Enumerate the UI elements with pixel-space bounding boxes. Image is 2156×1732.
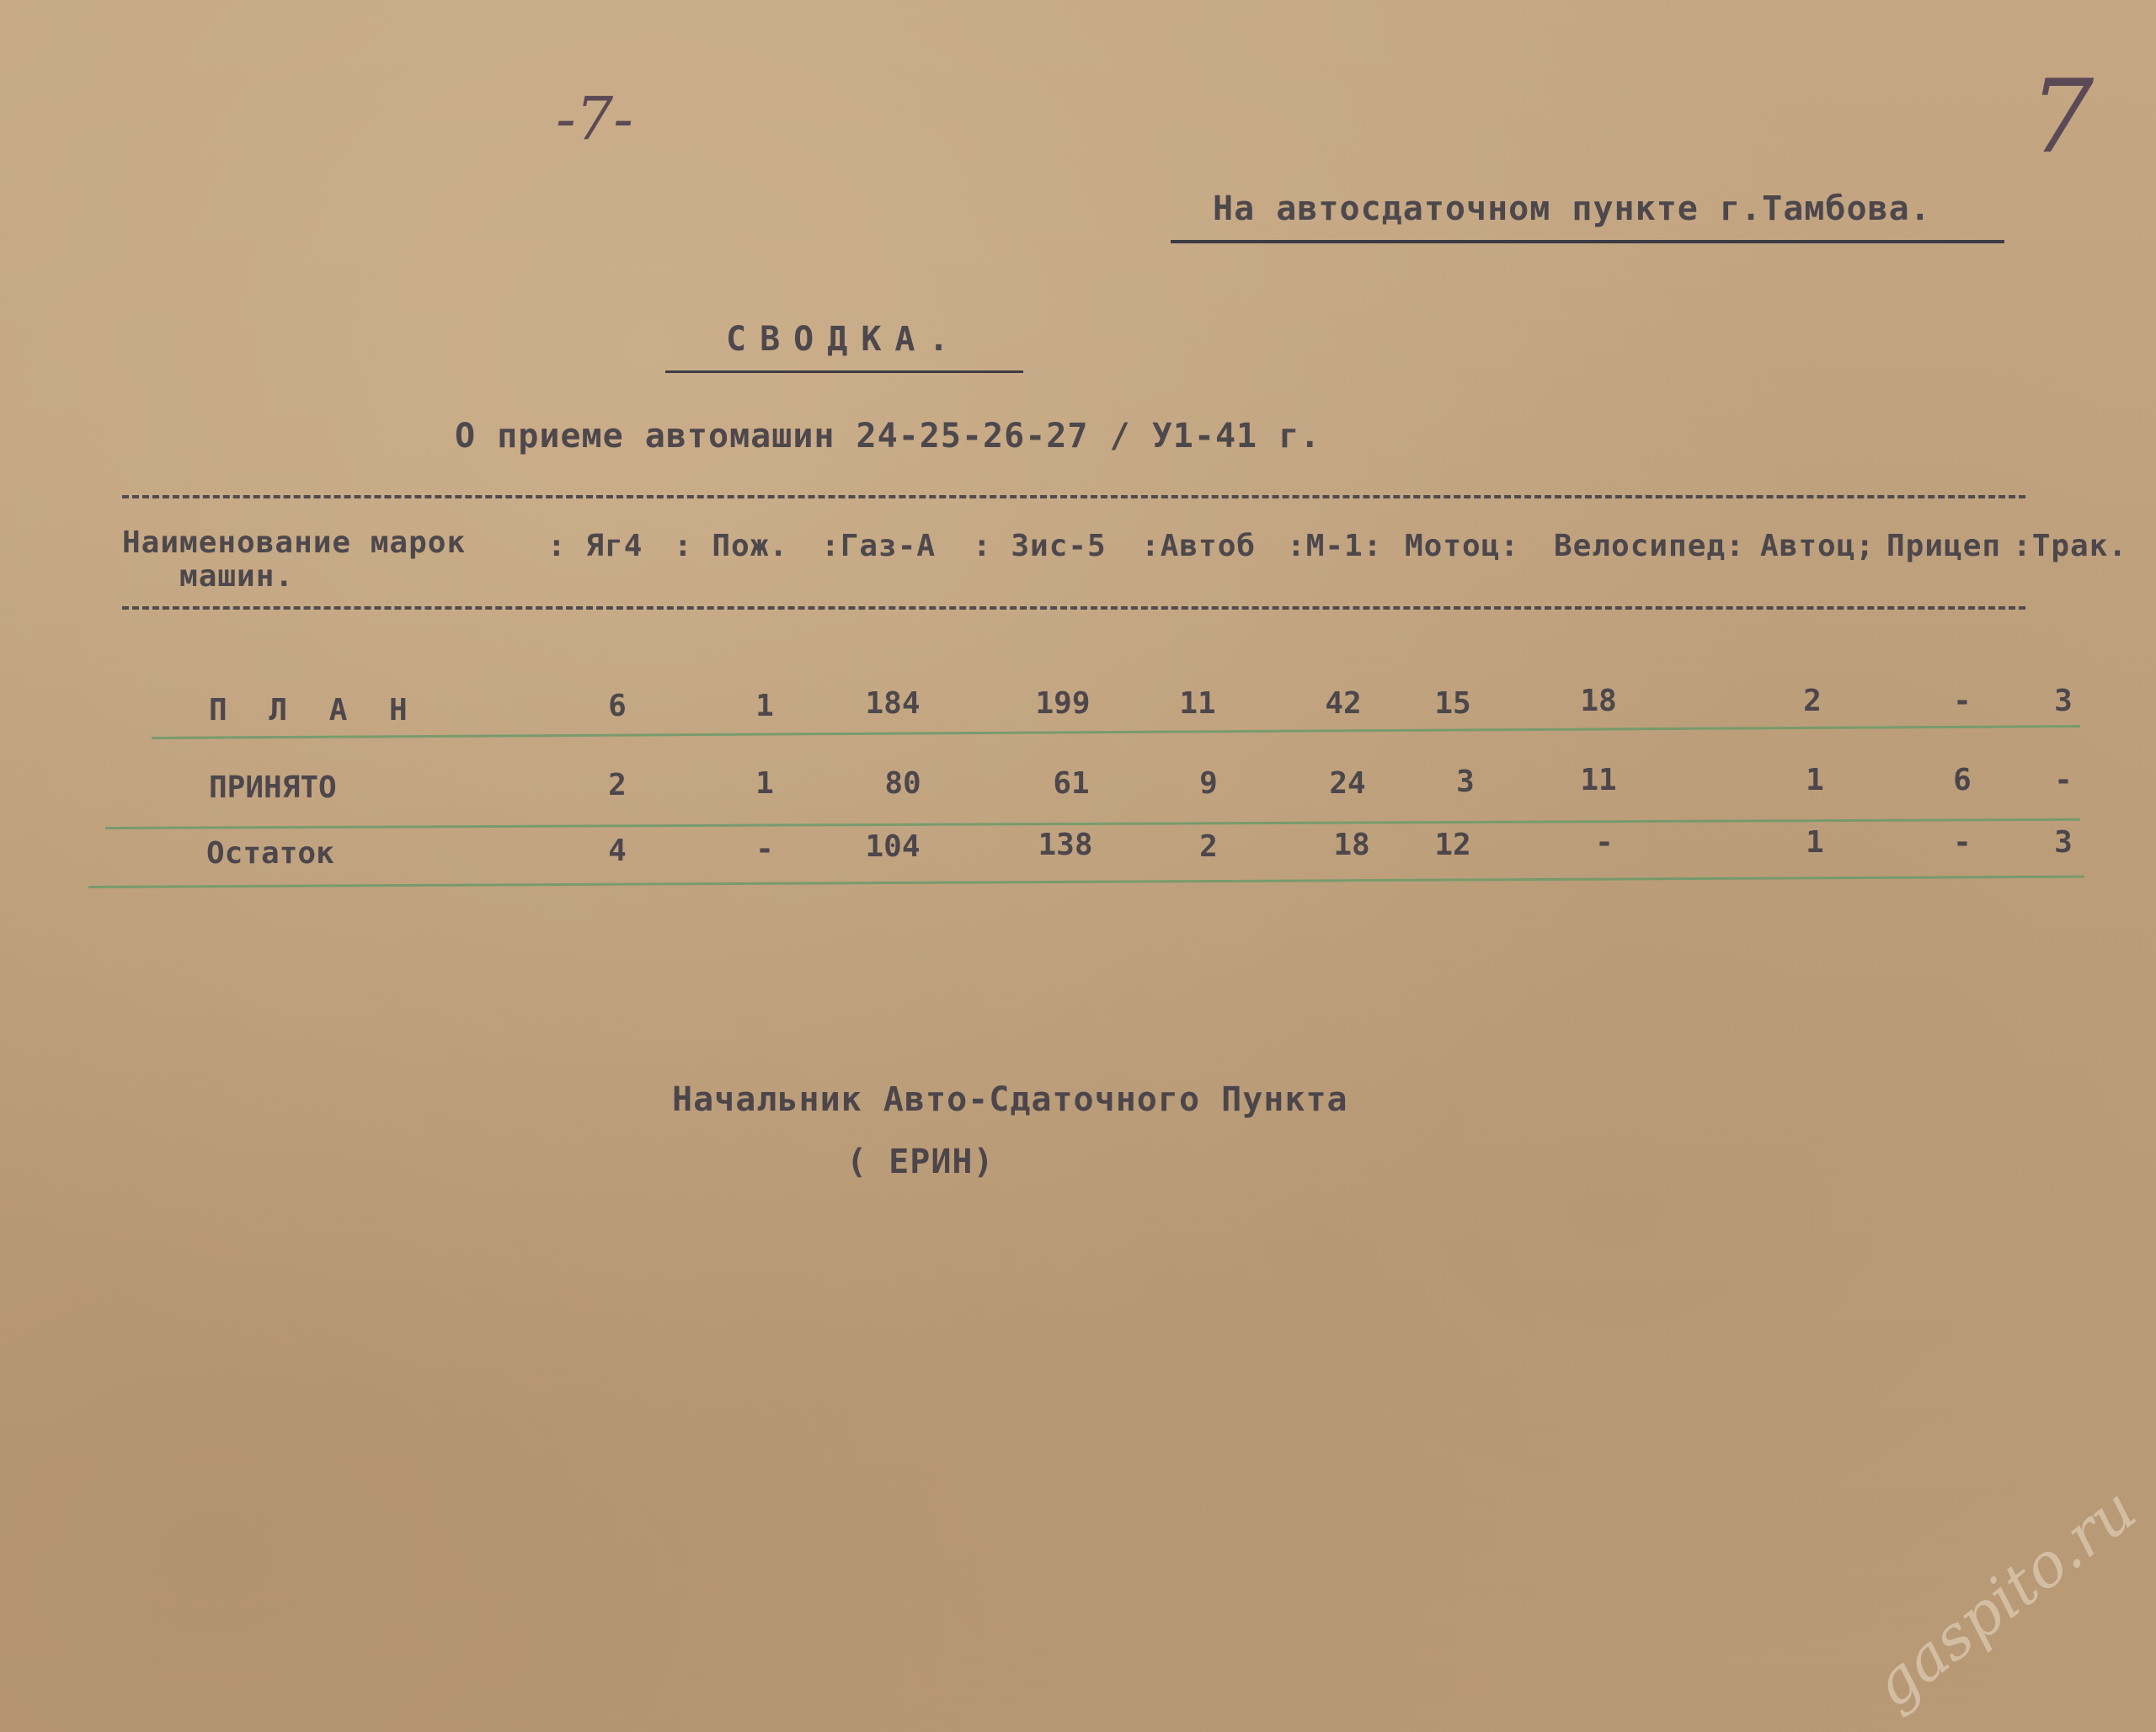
- row-label-plan: П Л А Н: [209, 693, 419, 727]
- row-plan-underline: [152, 725, 2080, 739]
- cell-remainder-0: 4: [608, 834, 627, 868]
- cell-plan-4: 11: [1179, 686, 1216, 721]
- handwritten-page-mark: -7-: [556, 84, 633, 153]
- signature-name: ( ЕРИН): [846, 1143, 995, 1181]
- cell-remainder-7: -: [1595, 825, 1614, 860]
- watermark: gaspito.ru: [1860, 1474, 2149, 1721]
- cell-accepted-1: 1: [755, 766, 774, 801]
- col-header-yag4: : Яг4: [547, 529, 643, 563]
- cell-remainder-3: 138: [1038, 828, 1093, 862]
- cell-accepted-5: 24: [1329, 766, 1366, 801]
- row-remainder-underline: [88, 876, 2084, 888]
- cell-accepted-4: 9: [1199, 766, 1218, 801]
- col-header-avtob-text: Автоб: [1160, 529, 1257, 563]
- col-header-avtots: Автоц;: [1760, 529, 1876, 563]
- cell-plan-7: 18: [1580, 684, 1617, 718]
- row-label-remainder: Остаток: [206, 836, 334, 871]
- col-header-pozh-text: Пож.: [712, 529, 789, 563]
- col-header-velosiped: Велосипед:: [1554, 529, 1745, 563]
- signature-position: Начальник Авто-Сдаточного Пункта: [672, 1080, 1348, 1119]
- cell-accepted-6: 3: [1456, 765, 1475, 799]
- header-location: На автосдаточном пункте г.Тамбова.: [1213, 189, 1931, 228]
- title-underline: [665, 370, 1023, 373]
- cell-remainder-8: 1: [1806, 825, 1824, 860]
- col-header-avtob: :Автоб: [1141, 529, 1257, 563]
- document-title: СВОДКА.: [726, 320, 963, 359]
- col-header-motots: Мотоц:: [1405, 529, 1520, 563]
- col-header-zis-5-text: Зис-5: [1011, 529, 1107, 563]
- cell-plan-0: 6: [608, 689, 627, 723]
- cell-accepted-3: 61: [1053, 766, 1090, 801]
- cell-accepted-7: 11: [1580, 763, 1617, 797]
- header-underline: [1171, 240, 2004, 243]
- col-header-velosiped-text: Велосипед: [1554, 529, 1726, 563]
- cell-plan-10: 3: [2054, 684, 2073, 718]
- col-header-yag4-text: Яг4: [585, 529, 643, 563]
- cell-plan-1: 1: [755, 689, 774, 723]
- col-header-m1: :М-1:: [1287, 529, 1383, 563]
- col-header-trak: :Трак.: [2013, 529, 2128, 563]
- col-header-pritsep: [1886, 529, 2001, 563]
- cell-remainder-2: 104: [865, 829, 921, 864]
- row-label-accepted: ПРИНЯТО: [209, 770, 337, 805]
- table-top-rule: [122, 495, 2025, 498]
- cell-accepted-9: 6: [1953, 763, 1972, 797]
- cell-remainder-6: 12: [1434, 828, 1471, 862]
- cell-accepted-8: 1: [1806, 763, 1824, 797]
- col-header-trak-text: Трак.: [2031, 529, 2128, 563]
- col-header-avtots-text: Автоц: [1760, 529, 1856, 563]
- cell-accepted-10: -: [2054, 763, 2073, 797]
- cell-remainder-5: 18: [1333, 828, 1370, 862]
- col-header-pozh: : Пож.: [674, 529, 789, 563]
- cell-accepted-0: 2: [608, 768, 627, 802]
- cell-remainder-1: -: [755, 832, 774, 866]
- col-header-motots-text: Мотоц: [1405, 529, 1501, 563]
- table-header-bottom-rule: [122, 606, 2025, 610]
- table-header-label: Наименование марок машин.: [122, 525, 467, 594]
- col-header-zis-5: : Зис-5: [973, 529, 1107, 563]
- cell-remainder-10: 3: [2054, 825, 2073, 860]
- document-subtitle: О приеме автомашин 24-25-26-27 / У1-41 г.: [455, 417, 1321, 456]
- cell-remainder-4: 2: [1199, 829, 1218, 864]
- cell-plan-6: 15: [1434, 686, 1471, 721]
- cell-plan-5: 42: [1325, 686, 1362, 721]
- cell-plan-9: -: [1953, 684, 1972, 718]
- cell-plan-8: 2: [1803, 684, 1822, 718]
- cell-accepted-2: 80: [884, 766, 921, 801]
- cell-plan-2: 184: [865, 686, 921, 721]
- col-header-gaz-a-text: Газ-А: [840, 529, 937, 563]
- col-header-gaz-a: :Газ-А: [821, 529, 937, 563]
- cell-plan-3: 199: [1035, 686, 1091, 721]
- col-header-pritsep-text: Прицеп: [1886, 529, 2002, 563]
- cell-remainder-9: -: [1953, 825, 1972, 860]
- handwritten-sheet-number: 7: [2030, 59, 2095, 176]
- col-header-m1-text: М-1: [1305, 529, 1364, 563]
